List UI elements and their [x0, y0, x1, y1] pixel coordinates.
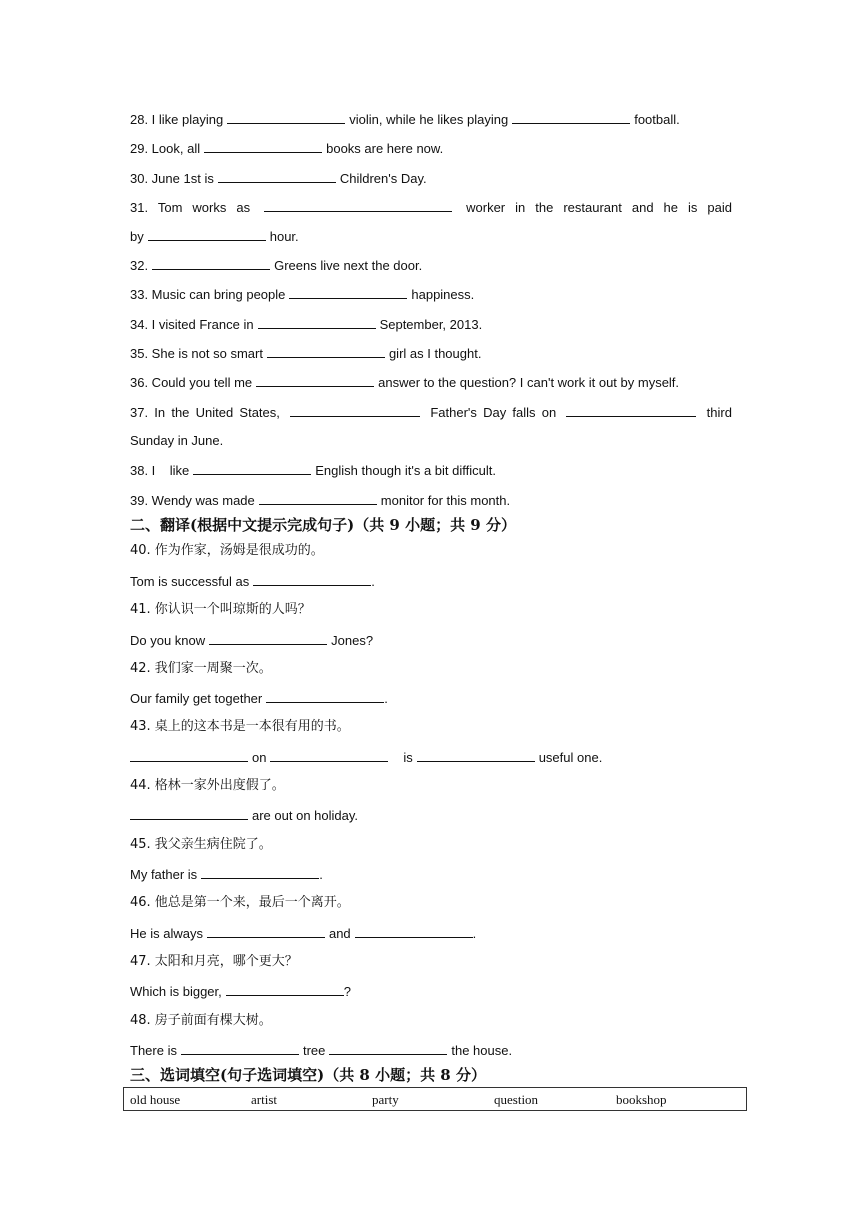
prompt-48: 48. 房子前面有棵大树。: [130, 1013, 272, 1028]
question-text: hour.: [269, 229, 299, 244]
question-text: 37. In the United States,: [130, 405, 280, 420]
answer-blank[interactable]: [329, 1042, 447, 1055]
answer-blank[interactable]: [566, 404, 696, 417]
question-text: He is always: [130, 926, 203, 941]
answer-blank[interactable]: [152, 257, 270, 270]
question-text: 38. I like: [130, 463, 190, 478]
prompt-47: 47. 太阳和月亮，哪个更大？: [130, 954, 298, 969]
question-text: Tom is successful as: [130, 574, 250, 589]
answer-blank[interactable]: [181, 1042, 299, 1055]
question-38: [130, 462, 732, 479]
question-text: 31. Tom works as: [130, 200, 251, 215]
question-41: [130, 632, 732, 649]
answer-blank[interactable]: [207, 925, 325, 938]
question-text: are out on holiday.: [252, 808, 358, 823]
answer-blank[interactable]: [253, 573, 371, 586]
question-30: [130, 170, 732, 187]
question-text: .: [384, 691, 388, 706]
question-text: 35. She is not so smart: [130, 346, 263, 361]
question-28: [130, 111, 732, 128]
question-32: [130, 257, 732, 274]
question-text: the house.: [451, 1043, 513, 1058]
answer-blank[interactable]: [218, 170, 336, 183]
answer-blank[interactable]: [267, 345, 385, 358]
question-text: football.: [634, 112, 680, 127]
question-text: happiness.: [411, 287, 475, 302]
question-text: answer to the question? I can't work it out by myself.: [378, 375, 680, 390]
question-35: [130, 345, 732, 362]
question-31-cont: [130, 228, 732, 245]
question-42: [130, 690, 732, 707]
answer-blank[interactable]: [226, 983, 344, 996]
question-text: Which is bigger,: [130, 984, 222, 999]
answer-blank[interactable]: [266, 690, 384, 703]
question-37-cont: [130, 433, 732, 449]
question-text: 36. Could you tell me: [130, 375, 253, 390]
word-bank-item: question: [494, 1092, 539, 1107]
answer-blank[interactable]: [355, 925, 473, 938]
answer-blank[interactable]: [270, 749, 388, 762]
question-text: monitor for this month.: [380, 493, 511, 508]
question-33: [130, 286, 732, 303]
answer-blank[interactable]: [289, 286, 407, 299]
prompt-46: 46. 他总是第一个来，最后一个离开。: [130, 895, 350, 910]
question-text: 30. June 1st is: [130, 171, 214, 186]
question-text: on: [252, 750, 267, 765]
question-46: [130, 925, 732, 942]
answer-blank[interactable]: [417, 749, 535, 762]
answer-blank[interactable]: [209, 632, 327, 645]
question-text: ?: [343, 984, 351, 999]
question-text: 33. Music can bring people: [130, 287, 286, 302]
answer-blank[interactable]: [259, 492, 377, 505]
question-text: Sunday in June.: [130, 433, 224, 448]
question-text: Do you know: [130, 633, 206, 648]
question-43: [130, 749, 732, 766]
word-bank-item: bookshop: [616, 1092, 667, 1107]
question-text: Greens live next the door.: [274, 258, 423, 273]
answer-blank[interactable]: [290, 404, 420, 417]
question-text: English though it's a bit difficult.: [315, 463, 496, 478]
question-text: Jones?: [331, 633, 374, 648]
question-text: .: [319, 867, 323, 882]
prompt-45: 45. 我父亲生病住院了。: [130, 837, 272, 852]
prompt-43: 43. 桌上的这本书是一本很有用的书。: [130, 719, 350, 734]
answer-blank[interactable]: [201, 866, 319, 879]
answer-blank[interactable]: [227, 111, 345, 124]
question-text: violin, while he likes playing: [349, 112, 509, 127]
question-31: [130, 199, 732, 216]
question-47: [130, 983, 732, 1000]
question-text: 28. I like playing: [130, 112, 224, 127]
question-text: third: [706, 405, 732, 420]
question-text: .: [371, 574, 375, 589]
answer-blank[interactable]: [512, 111, 630, 124]
question-text: 39. Wendy was made: [130, 493, 255, 508]
question-29: [130, 140, 732, 157]
question-text: Children's Day.: [339, 171, 427, 186]
question-text: September, 2013.: [379, 317, 483, 332]
question-40: [130, 573, 732, 590]
prompt-40: 40. 作为作家，汤姆是很成功的。: [130, 543, 324, 558]
question-44: [130, 807, 732, 824]
question-text: useful one.: [538, 750, 603, 765]
answer-blank[interactable]: [264, 199, 452, 212]
question-36: [130, 374, 732, 391]
answer-blank[interactable]: [130, 749, 248, 762]
question-48: [130, 1042, 732, 1059]
word-bank: [123, 1087, 747, 1111]
answer-blank[interactable]: [148, 228, 266, 241]
section-heading: 二、翻译(根据中文提示完成句子)（共 9 小题；共 9 分）: [130, 516, 516, 534]
answer-blank[interactable]: [204, 140, 322, 153]
answer-blank[interactable]: [258, 316, 376, 329]
question-text: .: [472, 926, 477, 941]
question-text: and: [328, 926, 351, 941]
answer-blank[interactable]: [193, 462, 311, 475]
answer-blank[interactable]: [256, 374, 374, 387]
question-text: Father's Day falls on: [430, 405, 557, 420]
section-heading: 三、选词填空(句子选词填空)（共 8 小题；共 8 分）: [130, 1066, 486, 1084]
question-text: 34. I visited France in: [130, 317, 254, 332]
prompt-41: 41. 你认识一个叫琼斯的人吗？: [130, 602, 311, 617]
question-37: [130, 404, 732, 421]
question-text: Our family get together: [130, 691, 263, 706]
prompt-42: 42. 我们家一周聚一次。: [130, 661, 272, 676]
question-39: [130, 492, 732, 509]
word-bank-item: artist: [251, 1092, 277, 1107]
question-text: My father is: [130, 867, 198, 882]
prompt-44: 44. 格林一家外出度假了。: [130, 778, 285, 793]
question-34: [130, 316, 732, 333]
word-bank-item: old house: [130, 1092, 181, 1107]
question-text: is: [403, 750, 413, 765]
question-text: books are here now.: [326, 141, 444, 156]
answer-blank[interactable]: [130, 807, 248, 820]
question-text: 29. Look, all: [130, 141, 201, 156]
question-text: worker in the restaurant and he is paid: [466, 200, 732, 215]
question-text: There is: [130, 1043, 177, 1058]
question-text: tree: [302, 1043, 326, 1058]
question-45: [130, 866, 732, 883]
question-text: 32.: [130, 258, 149, 273]
question-text: by: [130, 229, 144, 244]
question-text: girl as I thought.: [388, 346, 482, 361]
word-bank-item: party: [372, 1092, 399, 1107]
